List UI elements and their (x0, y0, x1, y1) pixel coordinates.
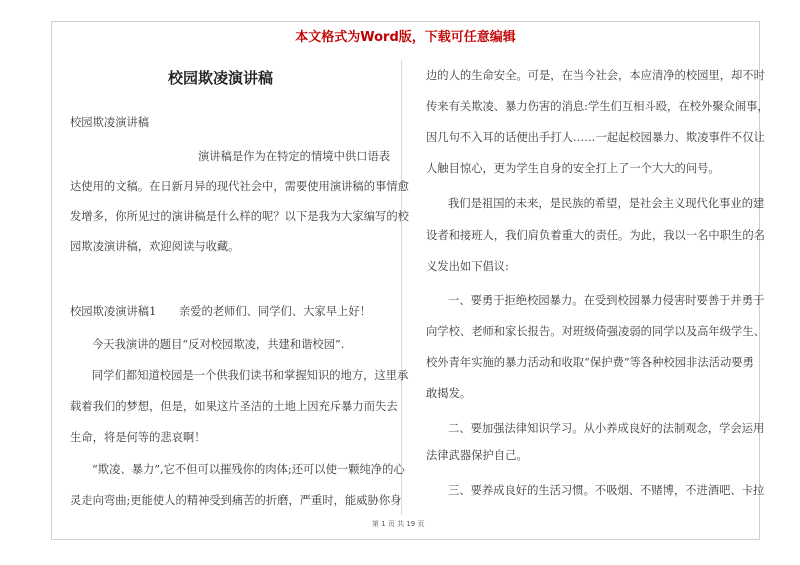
body-line: 边的人的生命安全。可是，在当今社会，本应清净的校园里，却不时 (426, 69, 765, 82)
body-line: “欺凌、暴力”,它不但可以摧残你的肉体;还可以使一颗纯净的心 (92, 463, 405, 476)
intro-line: 达使用的文稿。在日新月异的现代社会中，需要使用演讲稿的事情愈 (70, 180, 409, 193)
intro-line: 发增多，你所见过的演讲稿是什么样的呢？以下是我为大家编写的校 (70, 210, 409, 223)
body-line: 我们是祖国的未来，是民族的希望，是社会主义现代化事业的建 (448, 197, 765, 210)
document-title: 校园欺凌演讲稿 (168, 69, 274, 87)
format-banner: 本文格式为Word版，下载可任意编辑 (295, 30, 516, 45)
body-line: 灵走向弯曲;更能使人的精神受到痛苦的折磨，严重时，能威胁你身 (70, 494, 402, 507)
body-line: 同学们都知道校园是一个供我们读书和掌握知识的地方，这里承 (92, 369, 409, 382)
body-line: 敢揭发。 (426, 387, 472, 400)
page-number: 第 1 页 共 19 页 (372, 520, 425, 528)
column-divider (401, 60, 402, 515)
body-line: 一、要勇于拒绝校园暴力。在受到校园暴力侵害时要善于并勇于 (448, 294, 765, 307)
intro-line: 演讲稿是作为在特定的情境中供口语表 (198, 150, 391, 163)
body-line: 校外青年实施的暴力活动和收取“保护费”等各种校园非法活动要勇 (426, 356, 754, 369)
body-line: 人触目惊心，更为学生自身的安全打上了一个大大的问号。 (426, 162, 720, 175)
body-line: 今天我演讲的题目“反对校园欺凌，共建和谐校园”. (92, 338, 345, 351)
body-line: 设者和接班人，我们肩负着重大的责任。为此，我以一名中职生的名 (426, 229, 765, 242)
body-line: 义发出如下倡议: (426, 260, 509, 273)
body-line: 向学校、老师和家长报告。对班级倚强凌弱的同学以及高年级学生、 (426, 325, 765, 338)
subtitle: 校园欺凌演讲稿 (70, 116, 150, 129)
body-line: 三、要养成良好的生活习惯。不吸烟、不赌博，不进酒吧、卡拉 (448, 484, 765, 497)
body-line: 载着我们的梦想，但是，如果这片圣洁的土地上因充斥暴力而失去 (70, 400, 398, 413)
body-line: 传来有关欺凌、暴力伤害的消息:学生们互相斗殴，在校外聚众闹事， (426, 100, 769, 113)
body-line: 因几句不入耳的话便出手打人……一起起校园暴力、欺凌事件不仅让 (426, 131, 765, 144)
intro-line: 园欺凌演讲稿，欢迎阅读与收藏。 (70, 240, 240, 253)
body-line: 生命，将是何等的悲哀啊！ (70, 431, 206, 444)
body-line: 法律武器保护自己。 (426, 449, 528, 462)
body-line: 二、要加强法律知识学习。从小养成良好的法制观念，学会运用 (448, 422, 765, 435)
speech-heading: 校园欺凌演讲稿1 亲爱的老师们、同学们、大家早上好！ (70, 305, 371, 318)
